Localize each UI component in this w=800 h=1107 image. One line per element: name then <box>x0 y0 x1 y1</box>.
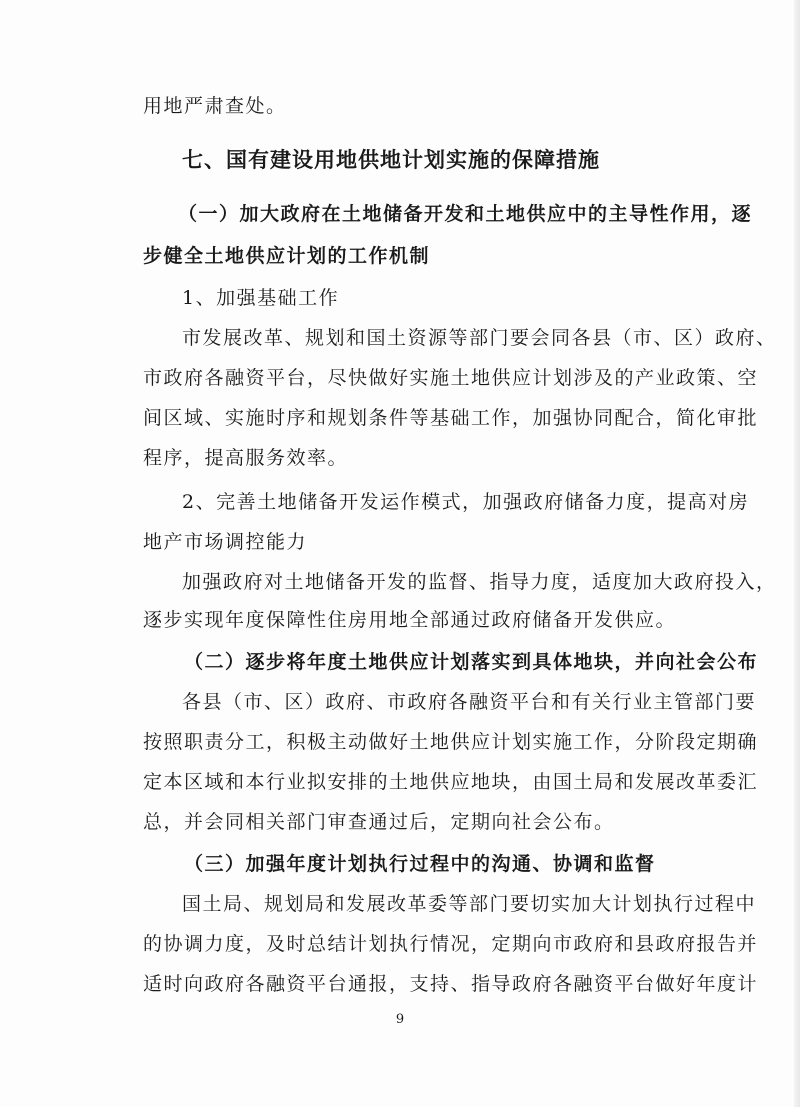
paragraph-line: 按照职责分工，积极主动做好土地供应计划实施工作，分阶段定期确 <box>143 731 759 753</box>
subheading-line: （三）加强年度计划执行过程中的沟通、协调和监督 <box>184 853 656 875</box>
paragraph-line: 市发展改革、规划和国土资源等部门要会同各县（市、区）政府、 <box>182 327 777 349</box>
paragraph-line: 定本区域和本行业拟安排的土地供应地块，由国土局和发展改革委汇 <box>143 771 759 793</box>
paragraph-line: 各县（市、区）政府、市政府各融资平台和有关行业主管部门要 <box>182 691 757 713</box>
paragraph-line: 程序，提高服务效率。 <box>143 447 349 469</box>
item-heading: 1、加强基础工作 <box>182 287 340 309</box>
paragraph-line: 市政府各融资平台，尽快做好实施土地供应计划涉及的产业政策、空 <box>143 367 759 389</box>
section-heading: 七、国有建设用地供地计划实施的保障措施 <box>182 148 600 172</box>
item-heading: 地产市场调控能力 <box>143 531 308 553</box>
paragraph-line: 逐步实现年度保障性住房用地全部通过政府储备开发供应。 <box>143 609 677 631</box>
page-number: 9 <box>395 1012 405 1027</box>
page-edge-shadow <box>794 0 800 1107</box>
paragraph-line: 适时向政府各融资平台通报，支持、指导政府各融资平台做好年度计 <box>143 973 759 995</box>
paragraph-line: 总，并会同相关部门审查通过后，定期向社会公布。 <box>143 811 615 833</box>
paragraph-line: 加强政府对土地储备开发的监督、指导力度，适度加大政府投入， <box>182 571 777 593</box>
paragraph-line: 的协调力度，及时总结计划执行情况，定期向市政府和县政府报告并 <box>143 933 759 955</box>
subheading-line: 步健全土地供应计划的工作机制 <box>143 245 431 267</box>
subheading-line: （一）加大政府在土地储备开发和土地供应中的主导性作用，逐 <box>178 203 753 225</box>
item-heading: 2、完善土地储备开发运作模式，加强政府储备力度，提高对房 <box>182 491 750 513</box>
text-line: 用地严肃查处。 <box>143 95 287 117</box>
paragraph-line: 间区域、实施时序和规划条件等基础工作，加强协同配合，简化审批 <box>143 407 759 429</box>
paragraph-line: 国土局、规划局和发展改革委等部门要切实加大计划执行过程中 <box>182 893 757 915</box>
subheading-line: （二）逐步将年度土地供应计划落实到具体地块，并向社会公布 <box>184 651 759 673</box>
